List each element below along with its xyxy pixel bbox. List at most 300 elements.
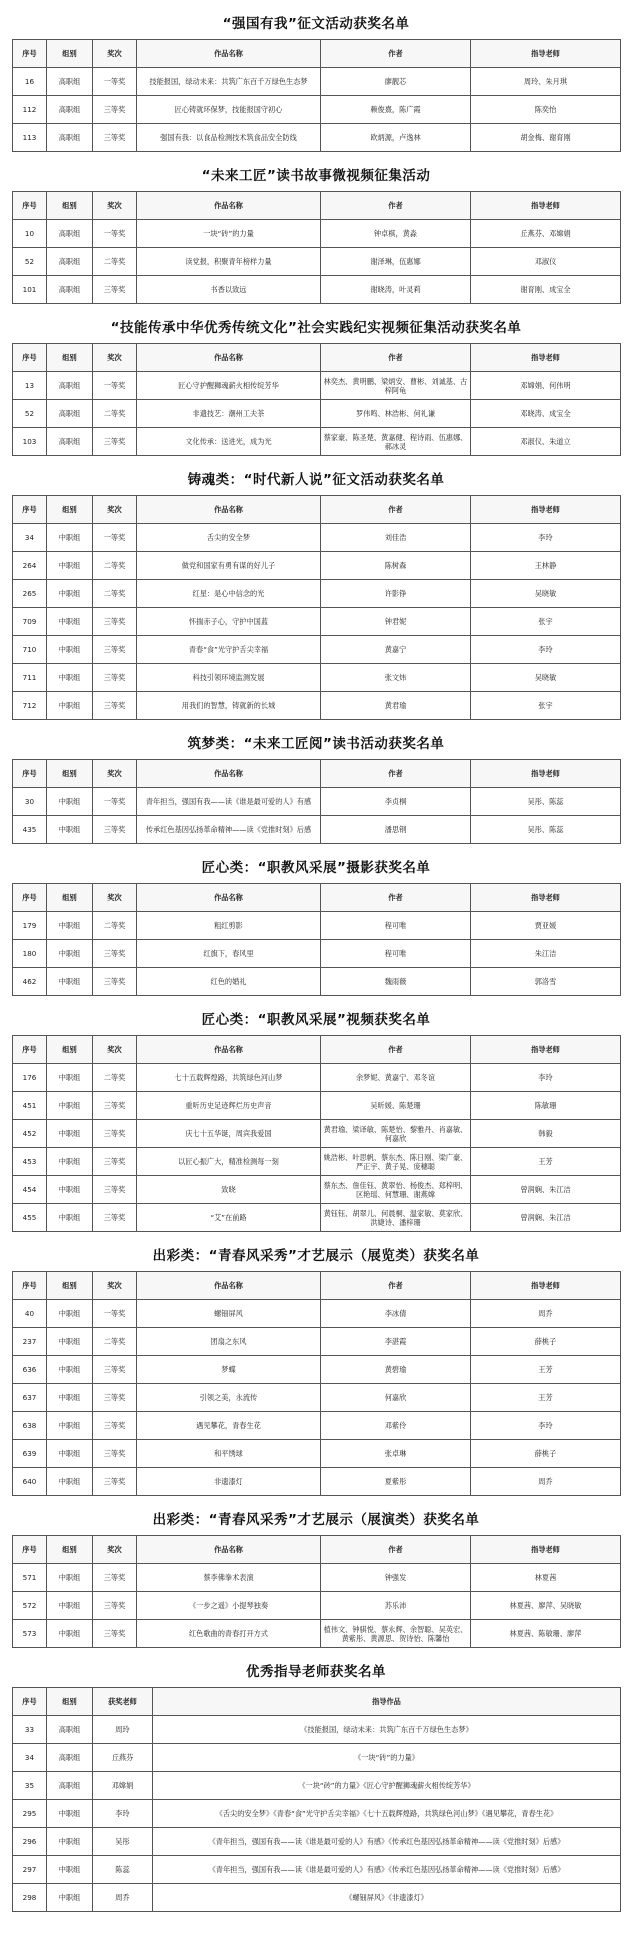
table-cell: 中职组 <box>47 1828 93 1856</box>
column-header: 指导作品 <box>153 1688 621 1716</box>
table-cell: 10 <box>13 220 47 248</box>
table-cell: 三等奖 <box>93 1384 137 1412</box>
column-header: 组别 <box>47 344 93 372</box>
table-cell: 103 <box>13 428 47 456</box>
table-cell: 七十五载辉煌路，共筑绿色河山梦 <box>137 1064 321 1092</box>
section-gap <box>12 996 620 1004</box>
table-cell: 传承红色基因弘扬革命精神——读《党推时刻》后感 <box>137 816 321 844</box>
table-cell: 中职组 <box>47 1440 93 1468</box>
table-cell: 陈蕊 <box>93 1856 153 1884</box>
table-cell: 邓晓涛、成宝全 <box>471 400 621 428</box>
table-cell: 薛桃子 <box>471 1440 621 1468</box>
table-cell: 遇见攀花，青春生花 <box>137 1412 321 1440</box>
table-cell: 李玲 <box>471 1412 621 1440</box>
table-row <box>13 788 621 816</box>
table-cell: 三等奖 <box>93 1564 137 1592</box>
column-header: 作品名称 <box>137 496 321 524</box>
table-cell: 郭洛雪 <box>471 968 621 996</box>
table-cell: 455 <box>13 1204 47 1232</box>
table-cell: 黄钰钰、胡翠儿、何晨桐、温家敏、莫家欣、洪婕诗、潘梓珊 <box>321 1204 471 1232</box>
column-header: 序号 <box>13 344 47 372</box>
table-cell: 吴晓敏 <box>471 580 621 608</box>
table-cell: 462 <box>13 968 47 996</box>
section-gap <box>12 1912 620 1920</box>
table-cell: 罗伟鸣、林浩彬、何礼谦 <box>321 400 471 428</box>
table-cell: 三等奖 <box>93 940 137 968</box>
table-cell: 红色的婚礼 <box>137 968 321 996</box>
section-gap <box>12 1496 620 1504</box>
table-cell: 《一步之遥》小提琴独奏 <box>137 1592 321 1620</box>
column-header: 作者 <box>321 1536 471 1564</box>
table-cell: 以匠心振广大，精准检测每一刻 <box>137 1148 321 1176</box>
column-header: 组别 <box>47 1688 93 1716</box>
table-cell: 姚浩彬、叶思帆、蔡东杰、陈日刚、梁广豪、严正宇、黄子晃、庞穗聪 <box>321 1148 471 1176</box>
table-row <box>13 636 621 664</box>
table-cell: 638 <box>13 1412 47 1440</box>
table-cell: 中职组 <box>47 1564 93 1592</box>
table-cell: 技能报国，绿动未来：共筑广东百千万绿色生态梦 <box>137 68 321 96</box>
table-cell: 王林静 <box>471 552 621 580</box>
column-header: 序号 <box>13 760 47 788</box>
table-row <box>13 1300 621 1328</box>
table-cell: 三等奖 <box>93 276 137 304</box>
table-header-row <box>13 884 621 912</box>
table-row <box>13 1716 621 1744</box>
table-row <box>13 1828 621 1856</box>
table-cell: 265 <box>13 580 47 608</box>
table-cell: 636 <box>13 1356 47 1384</box>
column-header: 指导老师 <box>471 760 621 788</box>
table-cell: 《青年担当，强国有我——读《谁是最可爱的人》有感》《传承红色基因弘扬革命精神——读《党推时刻》后感》 <box>153 1828 621 1856</box>
table-cell: 王芳 <box>471 1148 621 1176</box>
table-cell: 螺钿屏风 <box>137 1300 321 1328</box>
section-gap <box>12 152 620 160</box>
table-cell: 李贞桐 <box>321 788 471 816</box>
table-cell: 周乔 <box>471 1468 621 1496</box>
table-cell: 舌尖的安全梦 <box>137 524 321 552</box>
column-header: 组别 <box>47 496 93 524</box>
table-row <box>13 1564 621 1592</box>
table-cell: 邓淑仪 <box>471 248 621 276</box>
column-header: 序号 <box>13 1688 47 1716</box>
table-row <box>13 400 621 428</box>
table-cell: 匠心守护醒狮魂薪火相传绽芳华 <box>137 372 321 400</box>
table-cell: 用我们的智慧，铸就新的长城 <box>137 692 321 720</box>
column-header: 作者 <box>321 884 471 912</box>
table-row <box>13 608 621 636</box>
table-header-row <box>13 1688 621 1716</box>
table-cell: 引领之美，永流传 <box>137 1384 321 1412</box>
table-cell: 张宇 <box>471 692 621 720</box>
table-cell: 张卓琳 <box>321 1440 471 1468</box>
table-cell: 一等奖 <box>93 372 137 400</box>
table-cell: 中职组 <box>47 1620 93 1648</box>
column-header: 作品名称 <box>137 884 321 912</box>
table-cell: 余梦妮、黄嘉宁、邓冬谊 <box>321 1064 471 1092</box>
table-cell: 邓嫦娟 <box>93 1772 153 1800</box>
table-cell: 33 <box>13 1716 47 1744</box>
table-cell: 粗红剪影 <box>137 912 321 940</box>
table-cell: 《技能报国，绿动未来：共筑广东百千万绿色生态梦》 <box>153 1716 621 1744</box>
table-cell: 李玲 <box>471 636 621 664</box>
table-cell: 三等奖 <box>93 1176 137 1204</box>
award-table <box>12 39 621 152</box>
table-cell: 高职组 <box>47 96 93 124</box>
table-cell: 植伟文、钟骐悦、蔡永辉、余智聪、吴英宏、黄紫彤、黄源思、贺诗怡、陈馨怡 <box>321 1620 471 1648</box>
table-cell: 中职组 <box>47 1064 93 1092</box>
column-header: 组别 <box>47 1536 93 1564</box>
table-cell: 中职组 <box>47 1356 93 1384</box>
column-header: 组别 <box>47 40 93 68</box>
table-cell: 陈敏珊 <box>471 1092 621 1120</box>
table-cell: 夏紫彤 <box>321 1468 471 1496</box>
table-row <box>13 1176 621 1204</box>
table-cell: 三等奖 <box>93 428 137 456</box>
section-title: “强国有我”征文活动获奖名单 <box>222 16 410 32</box>
table-cell: 高职组 <box>47 428 93 456</box>
table-row <box>13 1064 621 1092</box>
table-header-row <box>13 760 621 788</box>
column-header: 指导老师 <box>471 1036 621 1064</box>
table-cell: 高职组 <box>47 68 93 96</box>
table-row <box>13 1412 621 1440</box>
table-cell: 711 <box>13 664 47 692</box>
table-cell: 34 <box>13 1744 47 1772</box>
section-title: 出彩类：“青春风采秀”才艺展示（展览类）获奖名单 <box>152 1248 480 1264</box>
table-cell: 青年担当，强国有我——读《谁是最可爱的人》有感 <box>137 788 321 816</box>
table-cell: 蔡李佛拳术表演 <box>137 1564 321 1592</box>
table-cell: 谢晓涛，叶灵莉 <box>321 276 471 304</box>
column-header: 组别 <box>47 1036 93 1064</box>
table-cell: 中职组 <box>47 1468 93 1496</box>
column-header: 作者 <box>321 1272 471 1300</box>
table-cell: 中职组 <box>47 580 93 608</box>
table-cell: 蔡家豪、陈圣楚、黄嘉健、程诗雨、伍惠娜、郝冰灵 <box>321 428 471 456</box>
table-cell: 李玲 <box>471 524 621 552</box>
table-cell: 二等奖 <box>93 580 137 608</box>
table-header-row <box>13 1036 621 1064</box>
table-cell: 团扇之东风 <box>137 1328 321 1356</box>
table-cell: 712 <box>13 692 47 720</box>
column-header: 组别 <box>47 884 93 912</box>
table-row <box>13 1592 621 1620</box>
table-cell: 296 <box>13 1828 47 1856</box>
table-cell: 怀揣赤子心，守护中国蓝 <box>137 608 321 636</box>
table-cell: 致晓 <box>137 1176 321 1204</box>
table-cell: 周乔 <box>471 1300 621 1328</box>
table-cell: 李湛霞 <box>321 1328 471 1356</box>
table-row <box>13 1440 621 1468</box>
table-cell: 非遗漆灯 <box>137 1468 321 1496</box>
table-cell: 中职组 <box>47 1328 93 1356</box>
section-gap <box>12 304 620 312</box>
table-cell: 薛桃子 <box>471 1328 621 1356</box>
table-cell: “艾”在前路 <box>137 1204 321 1232</box>
section-title: “技能传承中华优秀传统文化”社会实践纪实视频征集活动获奖名单 <box>110 320 522 336</box>
table-cell: 高职组 <box>47 1772 93 1800</box>
table-cell: 丘燕芬 <box>93 1744 153 1772</box>
table-cell: 中职组 <box>47 1384 93 1412</box>
table-cell: 韩毅 <box>471 1120 621 1148</box>
column-header: 奖次 <box>93 1536 137 1564</box>
table-cell: 谢泽琳，伍惠娜 <box>321 248 471 276</box>
table-row <box>13 692 621 720</box>
table-header-row <box>13 344 621 372</box>
table-cell: 二等奖 <box>93 912 137 940</box>
table-cell: 张宇 <box>471 608 621 636</box>
table-cell: 454 <box>13 1176 47 1204</box>
table-cell: 邓紫伶 <box>321 1412 471 1440</box>
table-row <box>13 1620 621 1648</box>
table-cell: 《螺钿屏风》《非遗漆灯》 <box>153 1884 621 1912</box>
table-cell: 曾润娴、朱江洁 <box>471 1176 621 1204</box>
table-cell: 三等奖 <box>93 124 137 152</box>
table-cell: 中职组 <box>47 1204 93 1232</box>
table-cell: 程可唯 <box>321 912 471 940</box>
column-header: 奖次 <box>93 192 137 220</box>
table-cell: 52 <box>13 248 47 276</box>
table-cell: 魏雨薇 <box>321 968 471 996</box>
table-cell: 苏乐沛 <box>321 1592 471 1620</box>
table-cell: 中职组 <box>47 552 93 580</box>
table-cell: 13 <box>13 372 47 400</box>
table-cell: 中职组 <box>47 940 93 968</box>
table-cell: 文化传承：送进光，成为光 <box>137 428 321 456</box>
section-gap <box>12 1232 620 1240</box>
table-cell: 40 <box>13 1300 47 1328</box>
table-cell: 程可唯 <box>321 940 471 968</box>
table-cell: 三等奖 <box>93 1120 137 1148</box>
table-cell: 林夏茜、陈敏珊、廖萍 <box>471 1620 621 1648</box>
award-table <box>12 191 621 304</box>
column-header: 序号 <box>13 1272 47 1300</box>
table-cell: 三等奖 <box>93 1440 137 1468</box>
table-cell: 639 <box>13 1440 47 1468</box>
table-cell: 二等奖 <box>93 1328 137 1356</box>
section-title: 铸魂类：“时代新人说”征文活动获奖名单 <box>187 472 445 488</box>
table-cell: 二等奖 <box>93 400 137 428</box>
table-row <box>13 580 621 608</box>
column-header: 指导老师 <box>471 884 621 912</box>
table-cell: 胡金梅、谢育刚 <box>471 124 621 152</box>
section-gap <box>12 456 620 464</box>
column-header: 作者 <box>321 40 471 68</box>
table-cell: 三等奖 <box>93 608 137 636</box>
table-cell: 书香以致远 <box>137 276 321 304</box>
table-cell: 452 <box>13 1120 47 1148</box>
table-cell: 陈树森 <box>321 552 471 580</box>
table-row <box>13 124 621 152</box>
table-cell: 中职组 <box>47 788 93 816</box>
table-cell: 中职组 <box>47 1092 93 1120</box>
section-gap <box>12 720 620 728</box>
table-cell: 101 <box>13 276 47 304</box>
table-cell: 丘燕芬、邓嫦娟 <box>471 220 621 248</box>
table-cell: 571 <box>13 1564 47 1592</box>
table-cell: 欧炳源，卢逸林 <box>321 124 471 152</box>
table-cell: 谢育刚、成宝全 <box>471 276 621 304</box>
table-cell: 三等奖 <box>93 96 137 124</box>
table-cell: 和平绣球 <box>137 1440 321 1468</box>
table-cell: 高职组 <box>47 124 93 152</box>
table-row <box>13 912 621 940</box>
table-cell: 高职组 <box>47 1716 93 1744</box>
table-cell: 一等奖 <box>93 220 137 248</box>
table-cell: 179 <box>13 912 47 940</box>
table-cell: 林奕杰、黄明鹏、梁炳安、曹彬、刘诚基、古梓阿龟 <box>321 372 471 400</box>
table-cell: 中职组 <box>47 1412 93 1440</box>
table-cell: 中职组 <box>47 1176 93 1204</box>
table-cell: 刘佳浩 <box>321 524 471 552</box>
column-header: 作品名称 <box>137 1536 321 1564</box>
table-cell: 16 <box>13 68 47 96</box>
table-cell: 三等奖 <box>93 1468 137 1496</box>
column-header: 作者 <box>321 760 471 788</box>
table-cell: 一块“砖”的力量 <box>137 220 321 248</box>
table-cell: 三等奖 <box>93 692 137 720</box>
table-row <box>13 524 621 552</box>
table-cell: 52 <box>13 400 47 428</box>
column-header: 序号 <box>13 496 47 524</box>
column-header: 组别 <box>47 1272 93 1300</box>
table-cell: 《一块“砖”的力量》 <box>153 1744 621 1772</box>
table-cell: 钟君妮 <box>321 608 471 636</box>
column-header: 指导老师 <box>471 344 621 372</box>
column-header: 指导老师 <box>471 1272 621 1300</box>
section-title: 出彩类：“青春风采秀”才艺展示（展演类）获奖名单 <box>152 1512 480 1528</box>
section-gap <box>12 844 620 852</box>
table-cell: 红星：是心中信念的光 <box>137 580 321 608</box>
column-header: 指导老师 <box>471 192 621 220</box>
table-cell: 曾润娴、朱江洁 <box>471 1204 621 1232</box>
column-header: 奖次 <box>93 1036 137 1064</box>
table-row <box>13 1204 621 1232</box>
table-row <box>13 96 621 124</box>
section-title: “未来工匠”读书故事微视频征集活动 <box>201 168 431 184</box>
table-row <box>13 276 621 304</box>
table-cell: 林夏茜、廖萍、吴晓敏 <box>471 1592 621 1620</box>
table-cell: 黄君瑜 <box>321 692 471 720</box>
table-cell: 三等奖 <box>93 968 137 996</box>
table-cell: 中职组 <box>47 1884 93 1912</box>
table-cell: 吴晓敏 <box>471 664 621 692</box>
table-cell: 赖俊熹，陈广霞 <box>321 96 471 124</box>
table-cell: 一等奖 <box>93 524 137 552</box>
column-header: 作品名称 <box>137 1036 321 1064</box>
table-row <box>13 1384 621 1412</box>
table-cell: 一等奖 <box>93 1300 137 1328</box>
column-header: 作品名称 <box>137 760 321 788</box>
award-table <box>12 1035 621 1232</box>
section-title: 匠心类：“职教风采展”摄影获奖名单 <box>201 860 431 876</box>
table-cell: 贾亚媛 <box>471 912 621 940</box>
table-cell: 王芳 <box>471 1356 621 1384</box>
column-header: 组别 <box>47 760 93 788</box>
table-cell: 572 <box>13 1592 47 1620</box>
table-cell: 35 <box>13 1772 47 1800</box>
column-header: 作品名称 <box>137 344 321 372</box>
table-cell: 451 <box>13 1092 47 1120</box>
table-cell: 237 <box>13 1328 47 1356</box>
section-title: 匠心类：“职教风采展”视频获奖名单 <box>201 1012 431 1028</box>
table-cell: 黄碧瑜 <box>321 1356 471 1384</box>
table-cell: 李冰倩 <box>321 1300 471 1328</box>
column-header: 序号 <box>13 40 47 68</box>
table-cell: 《舌尖的安全梦》《青春“食”光守护舌尖幸福》《七十五载辉煌路，共筑绿色河山梦》《遇见攀花，青春生花》 <box>153 1800 621 1828</box>
table-cell: 高职组 <box>47 400 93 428</box>
table-row <box>13 1856 621 1884</box>
table-cell: 三等奖 <box>93 1620 137 1648</box>
award-table <box>12 759 621 844</box>
table-cell: 三等奖 <box>93 1092 137 1120</box>
table-cell: 中职组 <box>47 524 93 552</box>
table-cell: 三等奖 <box>93 636 137 664</box>
section-gap <box>12 1648 620 1656</box>
award-table <box>12 1271 621 1496</box>
section-title: 筑梦类：“未来工匠阅”读书活动获奖名单 <box>187 736 445 752</box>
table-row <box>13 1800 621 1828</box>
table-cell: 红旗下，春风里 <box>137 940 321 968</box>
table-row <box>13 1356 621 1384</box>
table-cell: 高职组 <box>47 220 93 248</box>
table-cell: 吴彤 <box>93 1828 153 1856</box>
table-cell: 三等奖 <box>93 1356 137 1384</box>
column-header: 作品名称 <box>137 40 321 68</box>
table-cell: 中职组 <box>47 636 93 664</box>
table-cell: 科技引领环境监测发展 <box>137 664 321 692</box>
table-row <box>13 1468 621 1496</box>
table-cell: 李玲 <box>93 1800 153 1828</box>
table-header-row <box>13 1536 621 1564</box>
table-cell: 许影铮 <box>321 580 471 608</box>
table-cell: 陈奕怡 <box>471 96 621 124</box>
table-row <box>13 1328 621 1356</box>
table-cell: 匠心铸就环保梦，技能报国守初心 <box>137 96 321 124</box>
table-cell: 周乔 <box>93 1884 153 1912</box>
table-cell: 朱江洁 <box>471 940 621 968</box>
table-header-row <box>13 496 621 524</box>
table-cell: 林夏茜 <box>471 1564 621 1592</box>
column-header: 奖次 <box>93 40 137 68</box>
column-header: 作者 <box>321 192 471 220</box>
table-cell: 读党报，积聚青年榜样力量 <box>137 248 321 276</box>
table-row <box>13 968 621 996</box>
column-header: 作者 <box>321 1036 471 1064</box>
table-cell: 中职组 <box>47 968 93 996</box>
table-cell: 高职组 <box>47 1744 93 1772</box>
column-header: 序号 <box>13 884 47 912</box>
table-cell: 710 <box>13 636 47 664</box>
table-cell: 强国有我：以食品检测技术筑食品安全防线 <box>137 124 321 152</box>
table-cell: 435 <box>13 816 47 844</box>
table-row <box>13 428 621 456</box>
table-cell: 青春“食”光守护舌尖幸福 <box>137 636 321 664</box>
column-header: 作者 <box>321 344 471 372</box>
column-header: 序号 <box>13 192 47 220</box>
table-row <box>13 1120 621 1148</box>
table-cell: 中职组 <box>47 1300 93 1328</box>
table-cell: 中职组 <box>47 608 93 636</box>
column-header: 作品名称 <box>137 192 321 220</box>
table-cell: 王芳 <box>471 1384 621 1412</box>
table-cell: 中职组 <box>47 1120 93 1148</box>
table-cell: 34 <box>13 524 47 552</box>
column-header: 奖次 <box>93 1272 137 1300</box>
table-row <box>13 220 621 248</box>
table-row <box>13 372 621 400</box>
table-cell: 573 <box>13 1620 47 1648</box>
table-cell: 297 <box>13 1856 47 1884</box>
